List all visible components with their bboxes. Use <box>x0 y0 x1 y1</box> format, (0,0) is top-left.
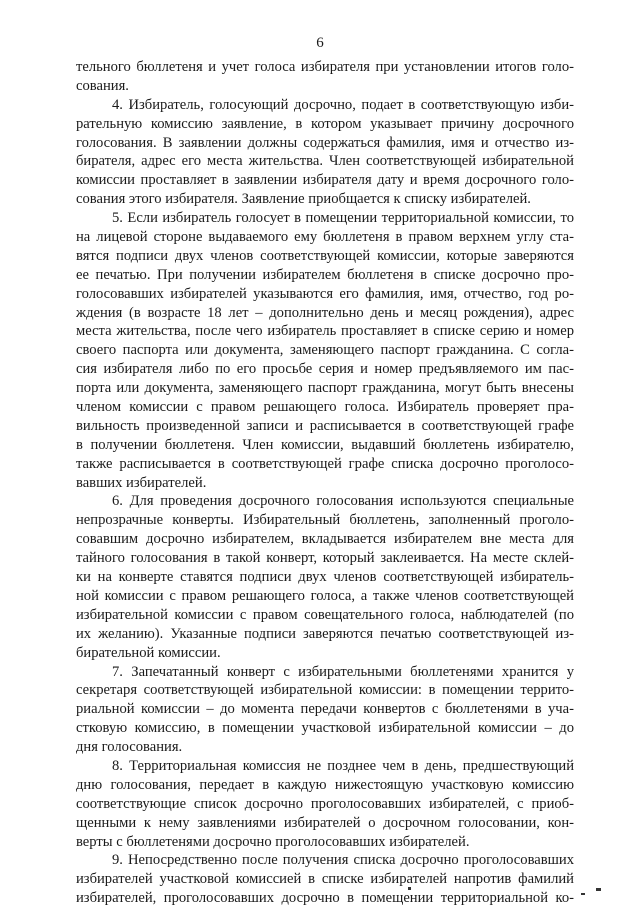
text-line: голосовавших избирателей указываются его фамилия, имя, отчество, год ро- <box>76 285 574 302</box>
text-line: сования. <box>76 77 129 94</box>
text-line: дня голосования. <box>76 739 183 756</box>
text-line: своего паспорта или документа, заменяющего паспорт гражданина. С согла- <box>76 342 574 359</box>
text-line: совавшим досрочно избирателем, вкладывается избирателем вне места для <box>76 531 574 548</box>
text-line: ной комиссии с правом решающего голоса, а также членов соответствующей <box>76 587 574 604</box>
text-line: риальной комиссии – до момента передачи конвертов с бюллетенями в уча- <box>76 701 574 718</box>
text-line: избирателей, проголосовавших досрочно в помещении территориальной ко- <box>76 890 574 907</box>
scan-artifact <box>596 888 601 891</box>
text-line: также расписывается в соответствующей графе списка досрочно проголосо- <box>76 455 574 472</box>
text-line: вятся подписи двух членов соответствующей комиссии, которые заверяются <box>76 247 574 264</box>
text-line: сия избирателя либо по его просьбе серия и номер предъявляемого им пас- <box>76 361 574 378</box>
text-line: бирательной комиссии. <box>76 644 221 661</box>
text-line: вавших избирателей. <box>76 474 207 491</box>
text-line: голосования. В заявлении должны содержаться фамилия, имя и отчество из- <box>76 134 574 151</box>
text-line: сования этого избирателя. Заявление приобщается к списку избирателей. <box>76 191 531 208</box>
paragraph-first-line: 5. Если избиратель голосует в помещении территориальной комиссии, то <box>112 210 574 227</box>
paragraph-first-line: 6. Для проведения досрочного голосования используются специальные <box>112 493 574 510</box>
scan-artifact <box>408 887 411 890</box>
text-line: бирателя, адрес его места жительства. Член соответствующей избирательной <box>76 153 574 170</box>
text-line: на лицевой стороне выдаваемого ему бюллетеня в правом верхнем углу ста- <box>76 229 574 246</box>
text-line: рательную комиссию заявление, в котором указывает причину досрочного <box>76 115 574 132</box>
text-line: членом комиссии с правом решающего голоса. Избиратель проверяет пра- <box>76 399 574 416</box>
text-line: тайного голосования в такой конверт, который заклеивается. На месте склей- <box>76 550 574 567</box>
body-text <box>76 58 574 908</box>
text-line: избирательной комиссии с правом совещательного голоса, наблюдателей (по <box>76 606 574 623</box>
text-line: комиссии проставляет в заявлении избирателя дату и время досрочного голо- <box>76 172 574 189</box>
text-line: ждения (в возрасте 18 лет – дополнительно день и месяц рождения), адрес <box>76 304 574 321</box>
paragraph-first-line: 8. Территориальная комиссия не позднее чем в день, предшествующий <box>112 757 574 774</box>
text-line: стковую комиссию, в помещении участковой избирательной комиссии – до <box>76 720 574 737</box>
text-line: ки на конверте ставятся подписи двух членов соответствующей избиратель- <box>76 569 574 586</box>
text-line: верты с бюллетенями досрочно проголосовавших избирателей. <box>76 833 470 850</box>
text-line: избирателей участковой комиссией в списке избирателей напротив фамилий <box>76 871 574 888</box>
paragraph-first-line: 9. Непосредственно после получения списка досрочно проголосовавших <box>112 852 574 869</box>
text-line: порта или документа, заменяющего паспорт гражданина, могут быть внесены <box>76 380 574 397</box>
page-number: 6 <box>316 35 324 51</box>
scan-artifact <box>581 893 585 895</box>
text-line: тельного бюллетеня и учет голоса избирателя при установлении итогов голо- <box>76 59 574 75</box>
text-line: в получении бюллетеня. Член комиссии, выдавший бюллетень избирателю, <box>76 436 574 453</box>
text-line: непрозрачные конверты. Избирательный бюллетень, заполненный проголо- <box>76 512 574 529</box>
paragraph-first-line: 7. Запечатанный конверт с избирательными бюллетенями хранится у <box>112 663 574 680</box>
text-line: секретаря соответствующей избирательной комиссии: в помещении террито- <box>76 682 574 699</box>
text-line: их желанию). Указанные подписи заверяются печатью соответствующей из- <box>76 625 574 642</box>
text-line: вильность произведенной записи и расписывается в соответствующей графе <box>76 417 574 434</box>
text-line: дню голосования, передает в каждую нижестоящую участковую комиссию <box>76 776 574 793</box>
text-line: места жительства, после чего избиратель проставляет в списке серию и номер <box>76 323 574 340</box>
text-line: соответствующие список досрочно проголосовавших избирателей, с приоб- <box>76 795 574 812</box>
text-line: ее печатью. При получении избирателем бюллетеня в списке досрочно про- <box>76 266 574 283</box>
paragraph-first-line: 4. Избиратель, голосующий досрочно, подает в соответствующую изби- <box>112 96 574 113</box>
text-line: щенными к нему заявлениями избирателей о досрочном голосовании, кон- <box>76 814 574 831</box>
